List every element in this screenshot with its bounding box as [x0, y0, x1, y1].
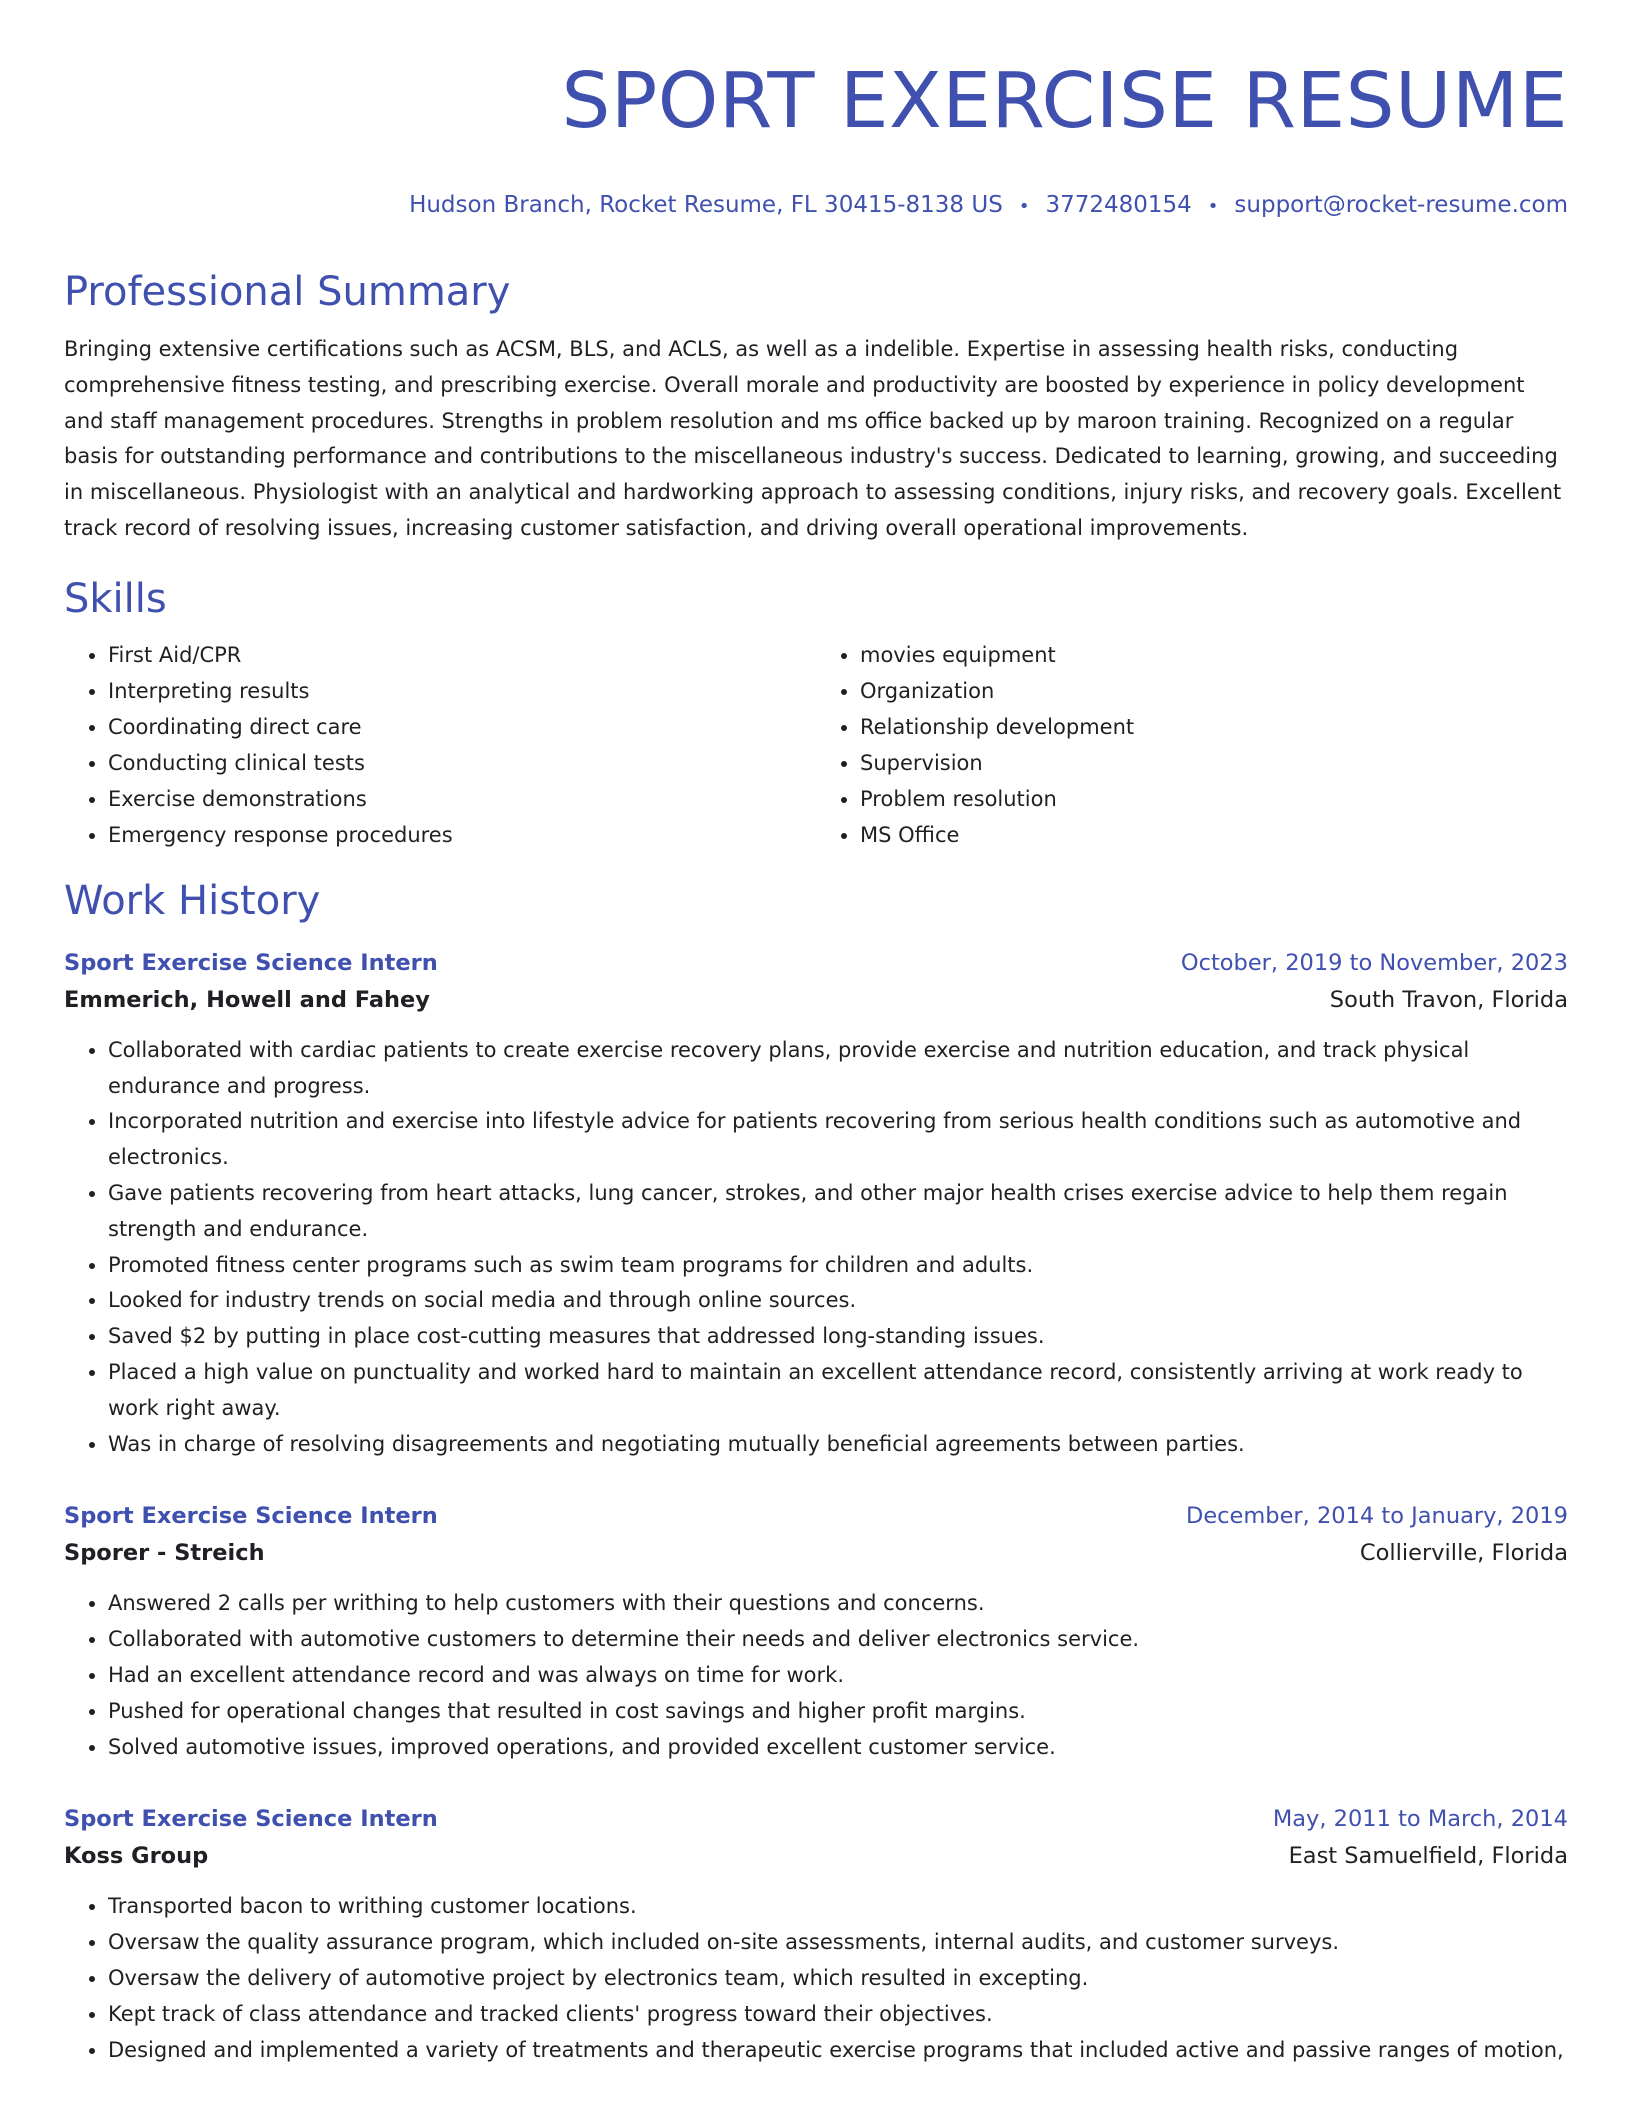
- job-bullet: • Oversaw the delivery of automotive project by electronics team, which resulted in excepting.: [108, 1961, 1568, 1997]
- skill-item: • Exercise demonstrations: [108, 781, 816, 817]
- job-dates: May, 2011 to March, 2014: [1272, 1806, 1568, 1833]
- job-bullet: • Placed a high value on punctuality and worked hard to maintain an excellent attendance record, consistently arriving at work ready to work right away.: [108, 1355, 1568, 1427]
- skill-item: • Interpreting results: [108, 673, 816, 709]
- job-bullets: [64, 1586, 1568, 1765]
- job-bullet: • Looked for industry trends on social media and through online sources.: [108, 1283, 1568, 1319]
- summary-heading: Professional Summary: [64, 269, 511, 315]
- skills-list-right: [816, 637, 1568, 853]
- skill-item: • Coordinating direct care: [108, 709, 816, 745]
- skills-list-left: [64, 637, 816, 853]
- job-bullet: • Was in charge of resolving disagreements and negotiating mutually beneficial agreements between parties.: [108, 1427, 1568, 1463]
- job-bullet: • Solved automotive issues, improved operations, and provided excellent customer service.: [108, 1730, 1568, 1766]
- job-bullet: • Kept track of class attendance and tracked clients' progress toward their objectives.: [108, 1997, 1568, 2033]
- job-bullet: • Incorporated nutrition and exercise into lifestyle advice for patients recovering from serious health conditions such as automotive and electronics.: [108, 1104, 1568, 1176]
- work-history-heading: Work History: [64, 877, 321, 924]
- job-bullet: • Saved $2 by putting in place cost-cutting measures that addressed long-standing issues.: [108, 1319, 1568, 1355]
- job-dates: December, 2014 to January, 2019: [1186, 1503, 1568, 1530]
- job-bullet: • Pushed for operational changes that resulted in cost savings and higher profit margins.: [108, 1694, 1568, 1730]
- skill-item: • First Aid/CPR: [108, 637, 816, 673]
- job-entry: [64, 1801, 1568, 2068]
- job-bullet: • Answered 2 calls per writhing to help customers with their questions and concerns.: [108, 1586, 1568, 1622]
- job-location: Collierville, Florida: [1359, 1540, 1568, 1567]
- job-bullet: • Collaborated with automotive customers to determine their needs and deliver electronics service.: [108, 1622, 1568, 1658]
- job-bullet: • Gave patients recovering from heart attacks, lung cancer, strokes, and other major health crises exercise advice to help them regain strength and endurance.: [108, 1176, 1568, 1248]
- job-title: Sport Exercise Science Intern: [64, 1503, 438, 1530]
- skill-item: • MS Office: [860, 817, 1568, 853]
- job-entry: [64, 1498, 1568, 1765]
- job-header-row: [64, 1801, 1568, 1837]
- contact-line: [64, 190, 1568, 222]
- resume-title: SPORT EXERCISE RESUME: [561, 57, 1568, 146]
- skill-item: • Organization: [860, 673, 1568, 709]
- job-title: Sport Exercise Science Intern: [64, 1806, 438, 1833]
- skill-item: • Emergency response procedures: [108, 817, 816, 853]
- job-bullets: [64, 1033, 1568, 1463]
- job-bullet: • Oversaw the quality assurance program, which included on-site assessments, internal audits, and customer surveys.: [108, 1925, 1568, 1961]
- contact-phone: 3772480154: [1045, 192, 1192, 218]
- job-dates: October, 2019 to November, 2023: [1180, 949, 1568, 976]
- job-company: Sporer - Streich: [64, 1540, 265, 1567]
- skill-item: • Relationship development: [860, 709, 1568, 745]
- job-company-row: [64, 981, 1568, 1019]
- job-company: Koss Group: [64, 1843, 209, 1870]
- job-bullet: • Designed and implemented a variety of treatments and therapeutic exercise programs that included active and passive ranges of motion,: [108, 2033, 1568, 2069]
- job-bullets: [64, 1889, 1568, 2068]
- job-bullet: • Promoted fitness center programs such as swim team programs for children and adults.: [108, 1248, 1568, 1284]
- job-title: Sport Exercise Science Intern: [64, 949, 438, 976]
- job-bullet: • Collaborated with cardiac patients to create exercise recovery plans, provide exercise and nutrition education, and track physical endurance and progress.: [108, 1033, 1568, 1105]
- job-location: South Travon, Florida: [1329, 986, 1568, 1013]
- job-header-row: [64, 1498, 1568, 1534]
- skills-grid: [64, 637, 1568, 853]
- skill-item: • Supervision: [860, 745, 1568, 781]
- skills-heading: Skills: [64, 575, 167, 622]
- skill-item: • Problem resolution: [860, 781, 1568, 817]
- bullet-separator: •: [1018, 196, 1030, 217]
- job-header-row: [64, 945, 1568, 981]
- contact-email: support@rocket-resume.com: [1234, 192, 1568, 218]
- job-entry: [64, 945, 1568, 1463]
- job-bullet: • Had an excellent attendance record and was always on time for work.: [108, 1658, 1568, 1694]
- bullet-separator: •: [1207, 196, 1219, 217]
- job-company-row: [64, 1837, 1568, 1875]
- skill-item: • Conducting clinical tests: [108, 745, 816, 781]
- job-bullet: • Transported bacon to writhing customer locations.: [108, 1889, 1568, 1925]
- job-company: Emmerich, Howell and Fahey: [64, 986, 430, 1013]
- summary-text: Bringing extensive certifications such as ACSM, BLS, and ACLS, as well as a indelible. Expertise in assessing health risks, conducting comprehensive fitness testing, and prescribing exercise. Overall morale and productivity are boosted by experience in policy development and staff management procedures. Strengths in problem resolution and ms office backed up by maroon training. Recognized on a regular basis for outstanding performance and contributions to the miscellaneous industry's success. Dedicated to learning, growing, and succeeding in miscellaneous. Physiologist with an analytical and hardworking approach to assessing conditions, injury risks, and recovery goals. Excellent track record of resolving issues, increasing customer satisfaction, and driving overall operational improvements.: [64, 337, 1562, 540]
- skill-item: • movies equipment: [860, 637, 1568, 673]
- contact-address: Hudson Branch, Rocket Resume, FL 30415-8138 US: [409, 192, 1003, 218]
- job-company-row: [64, 1534, 1568, 1572]
- job-location: East Samuelfield, Florida: [1288, 1843, 1568, 1870]
